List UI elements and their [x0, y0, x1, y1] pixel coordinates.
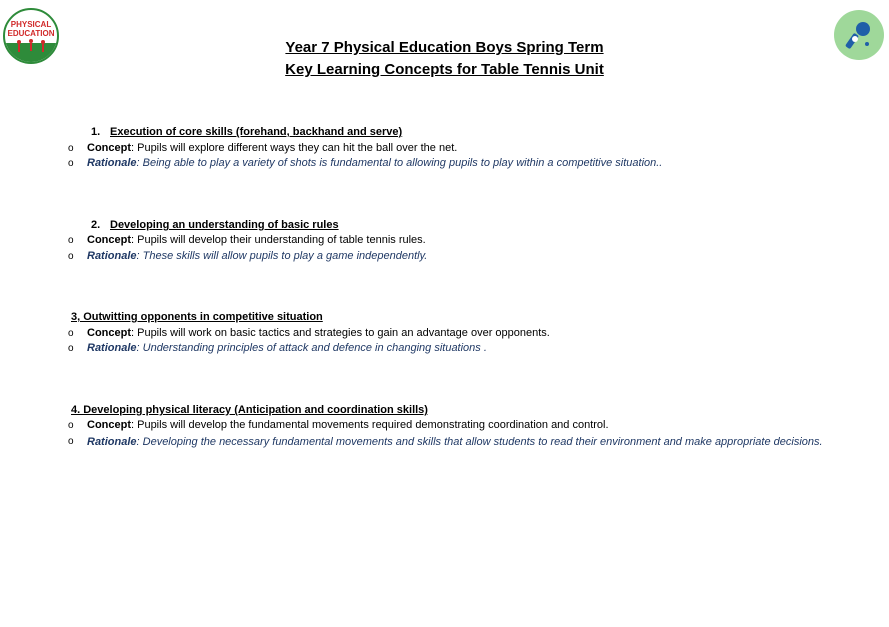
rationale-label: Rationale [87, 157, 137, 169]
rationale-text: : These skills will allow pupils to play a game independently. [136, 250, 428, 262]
section-1-number: 1. [91, 126, 101, 138]
concept-label: Concept [87, 234, 131, 246]
concept-label: Concept [87, 142, 131, 154]
section-1-heading: Execution of core skills (forehand, backhand and serve) [110, 126, 403, 138]
bullet-mark: o [68, 343, 74, 354]
concept-text: : Pupils will explore different ways they can hit the ball over the net. [131, 142, 458, 154]
bullet-mark: o [68, 251, 74, 262]
page-title: Year 7 Physical Education Boys Spring Term [285, 39, 604, 56]
rationale-label: Rationale [87, 342, 137, 354]
rationale-text: : Understanding principles of attack and defence in changing situations . [136, 342, 487, 354]
bullet-mark: o [68, 436, 74, 447]
concept-text: : Pupils will develop their understanding of table tennis rules. [131, 234, 426, 246]
rationale-text: : Being able to play a variety of shots is fundamental to allowing pupils to play within a competitive situation.. [136, 157, 663, 169]
section-4-rationale [87, 434, 847, 450]
logo-text-education: EDUCATION [7, 29, 55, 38]
section-3-heading: 3, Outwitting opponents in competitive situation [71, 311, 323, 323]
rationale-label: Rationale [87, 250, 137, 262]
bullet-mark: o [68, 158, 74, 169]
rationale-label: Rationale [87, 436, 137, 448]
concept-label: Concept [87, 327, 131, 339]
bullet-mark: o [68, 235, 74, 246]
concept-text: : Pupils will work on basic tactics and strategies to gain an advantage over opponents. [131, 327, 550, 339]
concept-label: Concept [87, 419, 131, 431]
section-4-heading: 4. Developing physical literacy (Anticipation and coordination skills) [71, 404, 428, 416]
logo-text-physical: PHYSICAL [10, 20, 52, 29]
bullet-mark: o [68, 420, 74, 431]
page-subtitle: Key Learning Concepts for Table Tennis Unit [285, 61, 604, 78]
section-2-number: 2. [91, 219, 101, 231]
rationale-text: : Developing the necessary fundamental movements and skills that allow students to read their environment and make appropriate decisions. [136, 436, 823, 448]
concept-text: : Pupils will develop the fundamental movements required demonstrating coordination and control. [131, 419, 609, 431]
bullet-mark: o [68, 143, 74, 154]
section-2-heading: Developing an understanding of basic rules [110, 219, 339, 231]
bullet-mark: o [68, 328, 74, 339]
